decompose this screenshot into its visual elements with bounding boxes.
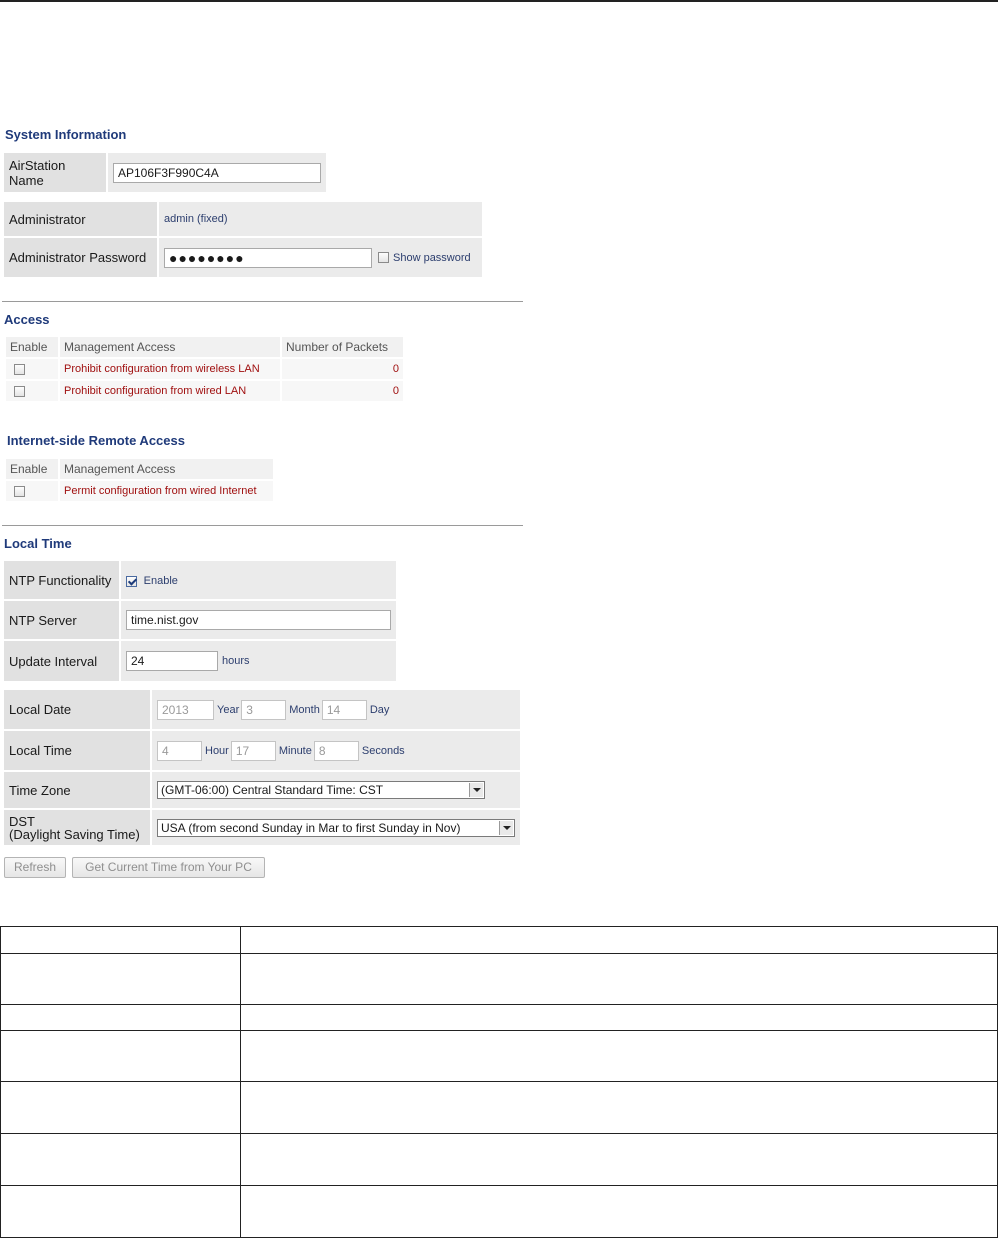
dst-label	[4, 810, 150, 845]
admin-password-cell	[159, 238, 482, 277]
access-col-packets: Number of Packets	[282, 337, 403, 357]
ntp-server-input[interactable]: time.nist.gov	[126, 610, 391, 630]
local-time-cell	[152, 731, 520, 770]
time-zone-cell	[152, 772, 520, 808]
update-interval-cell	[121, 641, 396, 681]
seconds-label: Seconds	[361, 744, 405, 757]
description-table	[0, 926, 998, 1238]
table-row	[1, 1082, 998, 1134]
access-wired-packets: 0	[282, 381, 403, 401]
show-password-label: Show password	[393, 251, 471, 264]
table-row	[1, 1186, 998, 1238]
ntp-enable-label: Enable	[143, 575, 178, 588]
table-row	[1, 954, 998, 1005]
airstation-name-cell	[108, 153, 326, 192]
table-row	[1, 927, 998, 954]
ntp-table	[2, 559, 398, 683]
remote-access-heading: Internet-side Remote Access	[7, 433, 185, 448]
minute-label: Minute	[278, 744, 312, 757]
access-heading: Access	[4, 312, 50, 327]
remote-access-table	[4, 457, 275, 503]
remote-wired-internet-checkbox[interactable]	[14, 486, 25, 497]
access-wireless-label: Prohibit configuration from wireless LAN	[60, 359, 280, 379]
local-date-cell	[152, 690, 520, 729]
time-zone-value: (GMT-06:00) Central Standard Time: CST	[161, 783, 384, 797]
remote-wired-internet-label: Permit configuration from wired Internet	[60, 481, 273, 501]
access-col-enable: Enable	[6, 337, 58, 357]
admin-table	[2, 200, 484, 279]
admin-password-label: Administrator Password	[4, 238, 157, 277]
table-row	[6, 481, 273, 501]
table-row	[1, 1134, 998, 1186]
administrator-label: Administrator	[4, 202, 157, 236]
airstation-name-input[interactable]: AP106F3F990C4A	[113, 163, 321, 183]
day-label: Day	[369, 703, 390, 716]
remote-col-enable: Enable	[6, 459, 58, 479]
time-zone-select[interactable]	[157, 781, 485, 799]
administrator-value: admin (fixed)	[159, 202, 482, 236]
minute-input[interactable]: 17	[231, 741, 276, 761]
seconds-input[interactable]: 8	[314, 741, 359, 761]
day-input[interactable]: 14	[322, 700, 367, 720]
table-row	[6, 381, 403, 401]
year-input[interactable]: 2013	[157, 700, 214, 720]
access-wired-checkbox[interactable]	[14, 386, 25, 397]
airstation-name-table	[2, 151, 328, 194]
chevron-down-icon	[469, 783, 483, 797]
access-wireless-packets: 0	[282, 359, 403, 379]
access-wireless-checkbox[interactable]	[14, 364, 25, 375]
update-interval-unit: hours	[222, 655, 250, 667]
month-input[interactable]: 3	[241, 700, 286, 720]
divider-1	[2, 301, 523, 302]
ntp-functionality-cell	[121, 561, 396, 599]
ntp-server-label: NTP Server	[4, 601, 119, 639]
dst-label-line1: DST	[9, 813, 35, 829]
ntp-server-cell	[121, 601, 396, 639]
get-current-time-button[interactable]: Get Current Time from Your PC	[72, 857, 265, 878]
time-zone-label: Time Zone	[4, 772, 150, 808]
admin-password-input[interactable]: ●●●●●●●●	[164, 248, 372, 268]
divider-2	[2, 525, 523, 526]
month-label: Month	[289, 703, 320, 716]
access-col-management: Management Access	[60, 337, 280, 357]
chevron-down-icon	[499, 821, 513, 835]
dst-label-line2: (Daylight Saving Time)	[9, 826, 140, 842]
refresh-button[interactable]: Refresh	[4, 857, 66, 878]
year-label: Year	[217, 703, 240, 716]
dst-cell	[152, 810, 520, 845]
top-border	[0, 0, 998, 2]
show-password-checkbox[interactable]	[378, 252, 389, 263]
update-interval-input[interactable]: 24	[126, 651, 218, 671]
local-date-label: Local Date	[4, 690, 150, 729]
table-row	[1, 1031, 998, 1082]
dst-value: USA (from second Sunday in Mar to first Sunday in Nov)	[161, 820, 461, 835]
update-interval-label: Update Interval	[4, 641, 119, 681]
hour-input[interactable]: 4	[157, 741, 202, 761]
ntp-functionality-label: NTP Functionality	[4, 561, 119, 599]
access-wired-label: Prohibit configuration from wired LAN	[60, 381, 280, 401]
system-info-heading: System Information	[5, 127, 127, 142]
table-row	[6, 359, 403, 379]
ntp-enable-checkbox[interactable]	[126, 576, 137, 587]
local-time-heading: Local Time	[4, 536, 72, 551]
local-time-label: Local Time	[4, 731, 150, 770]
access-table	[4, 335, 405, 403]
airstation-name-label: AirStation Name	[4, 153, 106, 192]
date-time-table	[2, 688, 522, 847]
dst-select[interactable]	[157, 819, 515, 837]
table-row	[1, 1005, 998, 1031]
hour-label: Hour	[205, 744, 229, 757]
remote-col-management: Management Access	[60, 459, 273, 479]
